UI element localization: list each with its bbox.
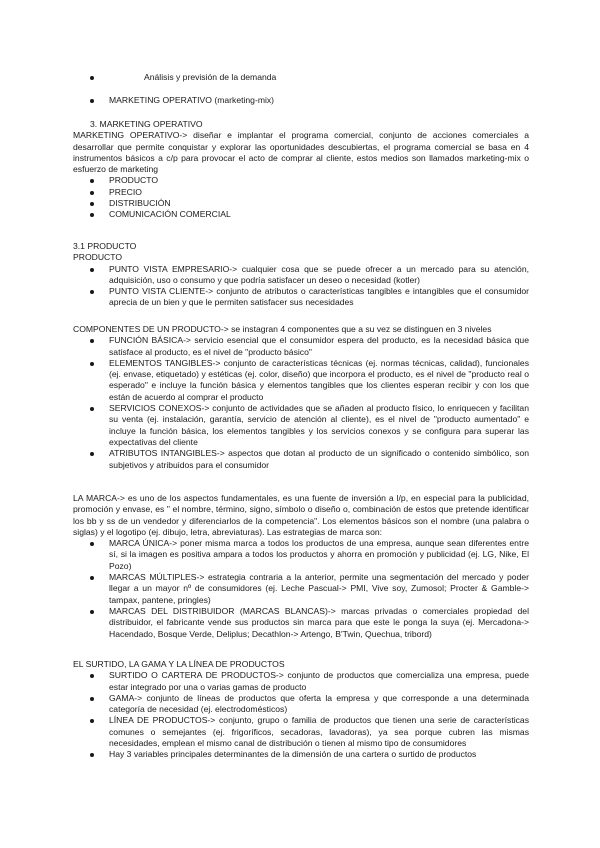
list-item: MARCA ÚNICA-> poner misma marca a todos los productos de una empresa, aunque sean diferentes entre sí, si la imagen es positiva ampara a todos los productos y ahorra en promoción y publicidad (ej. LG, Nike, El Pozo) (73, 538, 529, 572)
componentes-intro: COMPONENTES DE UN PRODUCTO-> se instagran 4 componentes que a su vez se distinguen en 3 niveles (73, 324, 492, 334)
list-item: GAMA-> conjunto de líneas de productos que oferta la empresa y que corresponde a una determinada categoría de necesidad (ej. electrodomésticos) (73, 693, 529, 716)
list-item: PRECIO (73, 187, 529, 198)
list-item: COMUNICACIÓN COMERCIAL (73, 209, 529, 220)
list-item: SURTIDO O CARTERA DE PRODUCTOS-> conjunto de productos que comercializa una empresa, puede estar integrado por una o varias gamas de producto (73, 670, 529, 693)
list-item: Hay 3 variables principales determinantes de la dimensión de una cartera o surtido de productos (73, 749, 529, 760)
marca-paragraph: LA MARCA-> es uno de los aspectos fundamentales, es una fuente de inversión a l/p, en especial para la publicidad, promoción y envase, es " el nombre, término, signo, símbolo o diseño o, combinación de estos que pretende identificar los bb y ss de un vendedor y diferenciarlos de la competencia". Los elementos básicos son el nombre (una palabra o siglas) y el logotipo (ej. dibujo, letra, abreviaturas). Las estrategias de marca son: (73, 493, 529, 537)
section-componentes (73, 324, 529, 471)
section-marketing-operativo (73, 119, 529, 221)
section-heading: EL SURTIDO, LA GAMA Y LA LÍNEA DE PRODUCTOS (73, 659, 285, 669)
subheading: PRODUCTO (73, 252, 123, 263)
top-bullets (73, 72, 529, 107)
marca-strategies (73, 538, 529, 640)
list-item: SERVICIOS CONEXOS-> conjunto de actividades que se añaden al producto físico, lo enriquecen y facilitan su venta (ej. instalación, garantía, servicio de atención al cliente), es el nivel de "producto aumentado" e incluye la función básica, los elementos tangibles y los servicios conexos y se configura para superar las expectativas del cliente (73, 403, 529, 448)
list-item: PRODUCTO (73, 175, 529, 186)
list-item: LÍNEA DE PRODUCTOS-> conjunto, grupo o familia de productos que tienen una serie de características comunes o semejantes (ej. frigoríficos, secadoras, lavadoras), ya sea porque cubren las mismas necesidades, emplean el mismo canal de distribución o tienen al mismo tipo de consumidores (73, 715, 529, 749)
section-heading: 3.1 PRODUCTO (73, 241, 137, 251)
list-item: MARCAS DEL DISTRIBUIDOR (MARCAS BLANCAS)-> marcas privadas o comerciales propiedad del distribuidor, el fabricante vende sus productos sin marca para que este le ponga la suya (ej. Mercadona-> Hacendado, Bosque Verde, Deliplus; Decathlon-> Artengo, B'Twin, Quechua, tribord) (73, 606, 529, 640)
list-item: DISTRIBUCIÓN (73, 198, 529, 209)
list-item: MARCAS MÚLTIPLES-> estrategia contraria a la anterior, permite una segmentación del mercado y poder llegar a un mayor nº de consumidores (ej. Leche Pascual-> PMI, Vive soy, Zumosol; Procter & Gamble-> tampax, pantene, pringles) (73, 572, 529, 606)
section-surtido (73, 659, 529, 761)
list-item: PUNTO VISTA CLIENTE-> conjunto de atributos o características tangibles e intangibles que el consumidor aprecia de un bien y que le permiten satisfacer sus necesidades (73, 286, 529, 309)
section-producto (73, 241, 529, 309)
marketing-mix-list (73, 175, 529, 220)
componentes-list (73, 335, 529, 471)
list-item: FUNCIÓN BÁSICA-> servicio esencial que el consumidor espera del producto, es la necesidad básica que satisface al producto, es el nivel de "producto básico" (73, 335, 529, 358)
section-marca (73, 493, 529, 640)
section-heading: 3. MARKETING OPERATIVO (90, 119, 203, 129)
marketing-operativo-paragraph: MARKETING OPERATIVO-> diseñar e implantar el programa comercial, conjunto de acciones comerciales a desarrollar que permite conquistar y explorar las oportunidades descubiertas, el programa comercial se basa en 4 instrumentos básicos a c/p para provocar el acto de comprar al cliente, estos medios son llamados marketing-mix o esfuerzo de marketing (73, 130, 529, 175)
surtido-list (73, 670, 529, 760)
list-item: ELEMENTOS TANGIBLES-> conjunto de características técnicas (ej. normas técnicas, calidad), funcionales (ej. envase, etiquetado) y estéticas (ej. color, diseño) que incorpora el producto, es el nivel de "producto real o esperado" e incluye la función básica y elementos tangibles que los clientes esperan recibir y con los que están de acuerdo al comprar el producto (73, 358, 529, 403)
producto-definitions (73, 264, 529, 309)
sub-bullet-demand-analysis: Análisis y previsión de la demanda (73, 72, 529, 83)
list-item: ATRIBUTOS INTANGIBLES-> aspectos que dotan al producto de un significado o contenido simbólico, son subjetivos y atribuidos para el consumidor (73, 448, 529, 471)
bullet-marketing-operativo: MARKETING OPERATIVO (marketing-mix) (73, 95, 529, 106)
list-item: PUNTO VISTA EMPRESARIO-> cualquier cosa que se puede ofrecer a un mercado para su atención, adquisición, uso o consumo y que podría satisfacer un deseo o necesidad (kotler) (73, 264, 529, 287)
